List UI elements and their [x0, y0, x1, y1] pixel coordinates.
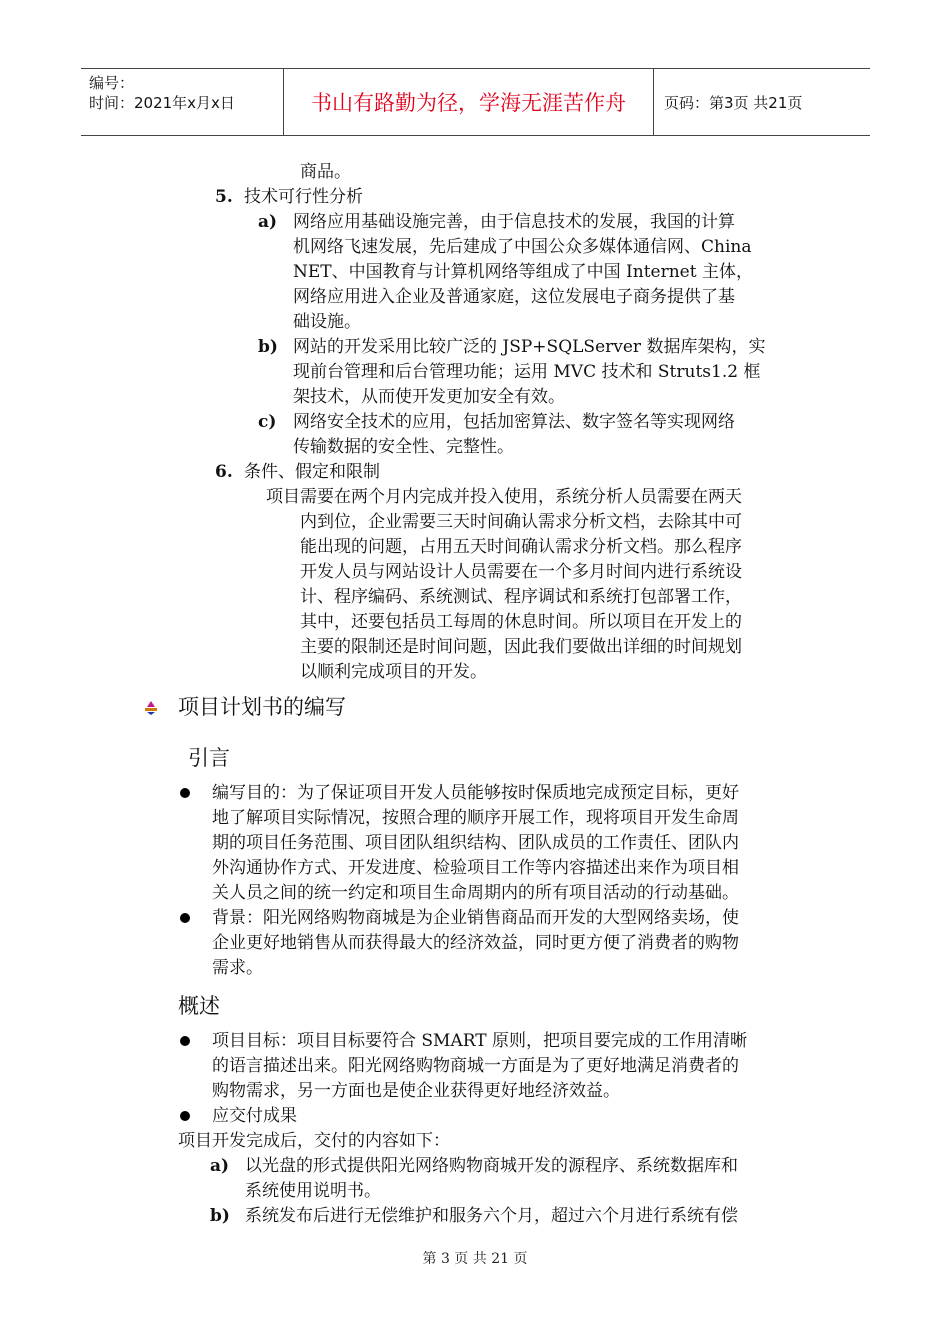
- bullet-line: 背景：阳光网络购物商城是为企业销售商品而开发的大型网络卖场，使: [212, 908, 739, 928]
- list-item-line: 架技术，从而使开发更加安全有效。: [293, 387, 565, 407]
- arrow-bullet-icon: [143, 700, 159, 716]
- bullet-dot: [180, 1036, 190, 1046]
- bullet-dot: [180, 913, 190, 923]
- overview-heading: 概述: [178, 994, 220, 1018]
- list-item-line: 网络应用基础设施完善，由于信息技术的发展，我国的计算: [293, 212, 735, 232]
- bullet-line: 地了解项目实际情况，按照合理的顺序开展工作，现将项目开发生命周: [212, 808, 739, 828]
- bullet-line: 期的项目任务范围、项目团队组织结构、团队成员的工作责任、团队内: [212, 833, 739, 853]
- paragraph-line: 以顺利完成项目的开发。: [300, 662, 487, 682]
- plan-heading: 项目计划书的编写: [178, 695, 346, 719]
- section-5-title: 技术可行性分析: [244, 187, 363, 207]
- bullet-line: 编写目的：为了保证项目开发人员能够按时保质地完成预定目标，更好: [212, 783, 739, 803]
- list-marker: a): [258, 212, 278, 232]
- intro-heading: 引言: [188, 746, 230, 770]
- list-item-line: 以光盘的形式提供阳光网络购物商城开发的源程序、系统数据库和: [245, 1156, 738, 1176]
- section-5-number: 5.: [215, 187, 233, 207]
- bullet-line: 项目目标：项目目标要符合 SMART 原则，把项目要完成的工作用清晰: [212, 1031, 747, 1051]
- bullet-line: 企业更好地销售从而获得最大的经济效益，同时更方便了消费者的购物: [212, 933, 739, 953]
- bullet-line: 外沟通协作方式、开发进度、检验项目工作等内容描述出来作为项目相: [212, 858, 739, 878]
- list-item-line: 础设施。: [293, 312, 361, 332]
- section-6-number: 6.: [215, 462, 233, 482]
- bullet-dot: [180, 788, 190, 798]
- list-item-line: 网络安全技术的应用，包括加密算法、数字签名等实现网络: [293, 412, 735, 432]
- list-item-line: 现前台管理和后台管理功能；运用 MVC 技术和 Struts1.2 框: [293, 362, 761, 382]
- header-info-cell: [81, 69, 284, 135]
- list-item-line: NET、中国教育与计算机网络等组成了中国 Internet 主体，: [293, 262, 753, 282]
- paragraph-line: 计、程序编码、系统测试、程序调试和系统打包部署工作，: [300, 587, 742, 607]
- paragraph-line: 项目需要在两个月内完成并投入使用，系统分析人员需要在两天: [266, 487, 742, 507]
- section-6-title: 条件、假定和限制: [244, 462, 380, 482]
- list-item-line: 机网络飞速发展，先后建成了中国公众多媒体通信网、China: [293, 237, 752, 257]
- header-time: 时间：2021年x月x日: [89, 94, 235, 112]
- list-item-line: 传输数据的安全性、完整性。: [293, 437, 514, 457]
- bullet-line: 购物需求，另一方面也是使企业获得更好地经济效益。: [212, 1081, 620, 1101]
- prev-paragraph-tail: 商品。: [300, 162, 351, 182]
- header-motto: 书山有路勤为径，学海无涯苦作舟: [284, 69, 654, 135]
- bullet-line: 关人员之间的统一约定和项目生命周期内的所有项目活动的行动基础。: [212, 883, 739, 903]
- bullet-dot: [180, 1111, 190, 1121]
- paragraph-line: 其中，还要包括员工每周的休息时间。所以项目在开发上的: [300, 612, 742, 632]
- paragraph-line: 内到位，企业需要三天时间确认需求分析文档，去除其中可: [300, 512, 742, 532]
- list-marker: b): [258, 337, 278, 357]
- list-item-line: 系统使用说明书。: [245, 1181, 381, 1201]
- header-page-number: 页码：第3页 共21页: [664, 93, 803, 112]
- list-item-line: 网络应用进入企业及普通家庭，这位发展电子商务提供了基: [293, 287, 735, 307]
- list-marker: c): [258, 412, 277, 432]
- delivery-intro: 项目开发完成后，交付的内容如下：: [178, 1131, 450, 1151]
- page-footer: 第 3 页 共 21 页: [422, 1251, 528, 1267]
- page-header: [81, 68, 870, 136]
- bullet-line: 应交付成果: [212, 1106, 297, 1126]
- paragraph-line: 主要的限制还是时间问题，因此我们要做出详细的时间规划: [300, 637, 742, 657]
- paragraph-line: 开发人员与网站设计人员需要在一个多月时间内进行系统设: [300, 562, 742, 582]
- bullet-line: 需求。: [212, 958, 263, 978]
- paragraph-line: 能出现的问题，占用五天时间确认需求分析文档。那么程序: [300, 537, 742, 557]
- header-number: 编号：: [89, 74, 135, 92]
- list-marker: a): [210, 1156, 230, 1176]
- list-item-line: 系统发布后进行无偿维护和服务六个月，超过六个月进行系统有偿: [245, 1206, 738, 1226]
- bullet-line: 的语言描述出来。阳光网络购物商城一方面是为了更好地满足消费者的: [212, 1056, 739, 1076]
- list-item-line: 网站的开发采用比较广泛的 JSP+SQLServer 数据库架构，实: [293, 337, 766, 357]
- list-marker: b): [210, 1206, 230, 1226]
